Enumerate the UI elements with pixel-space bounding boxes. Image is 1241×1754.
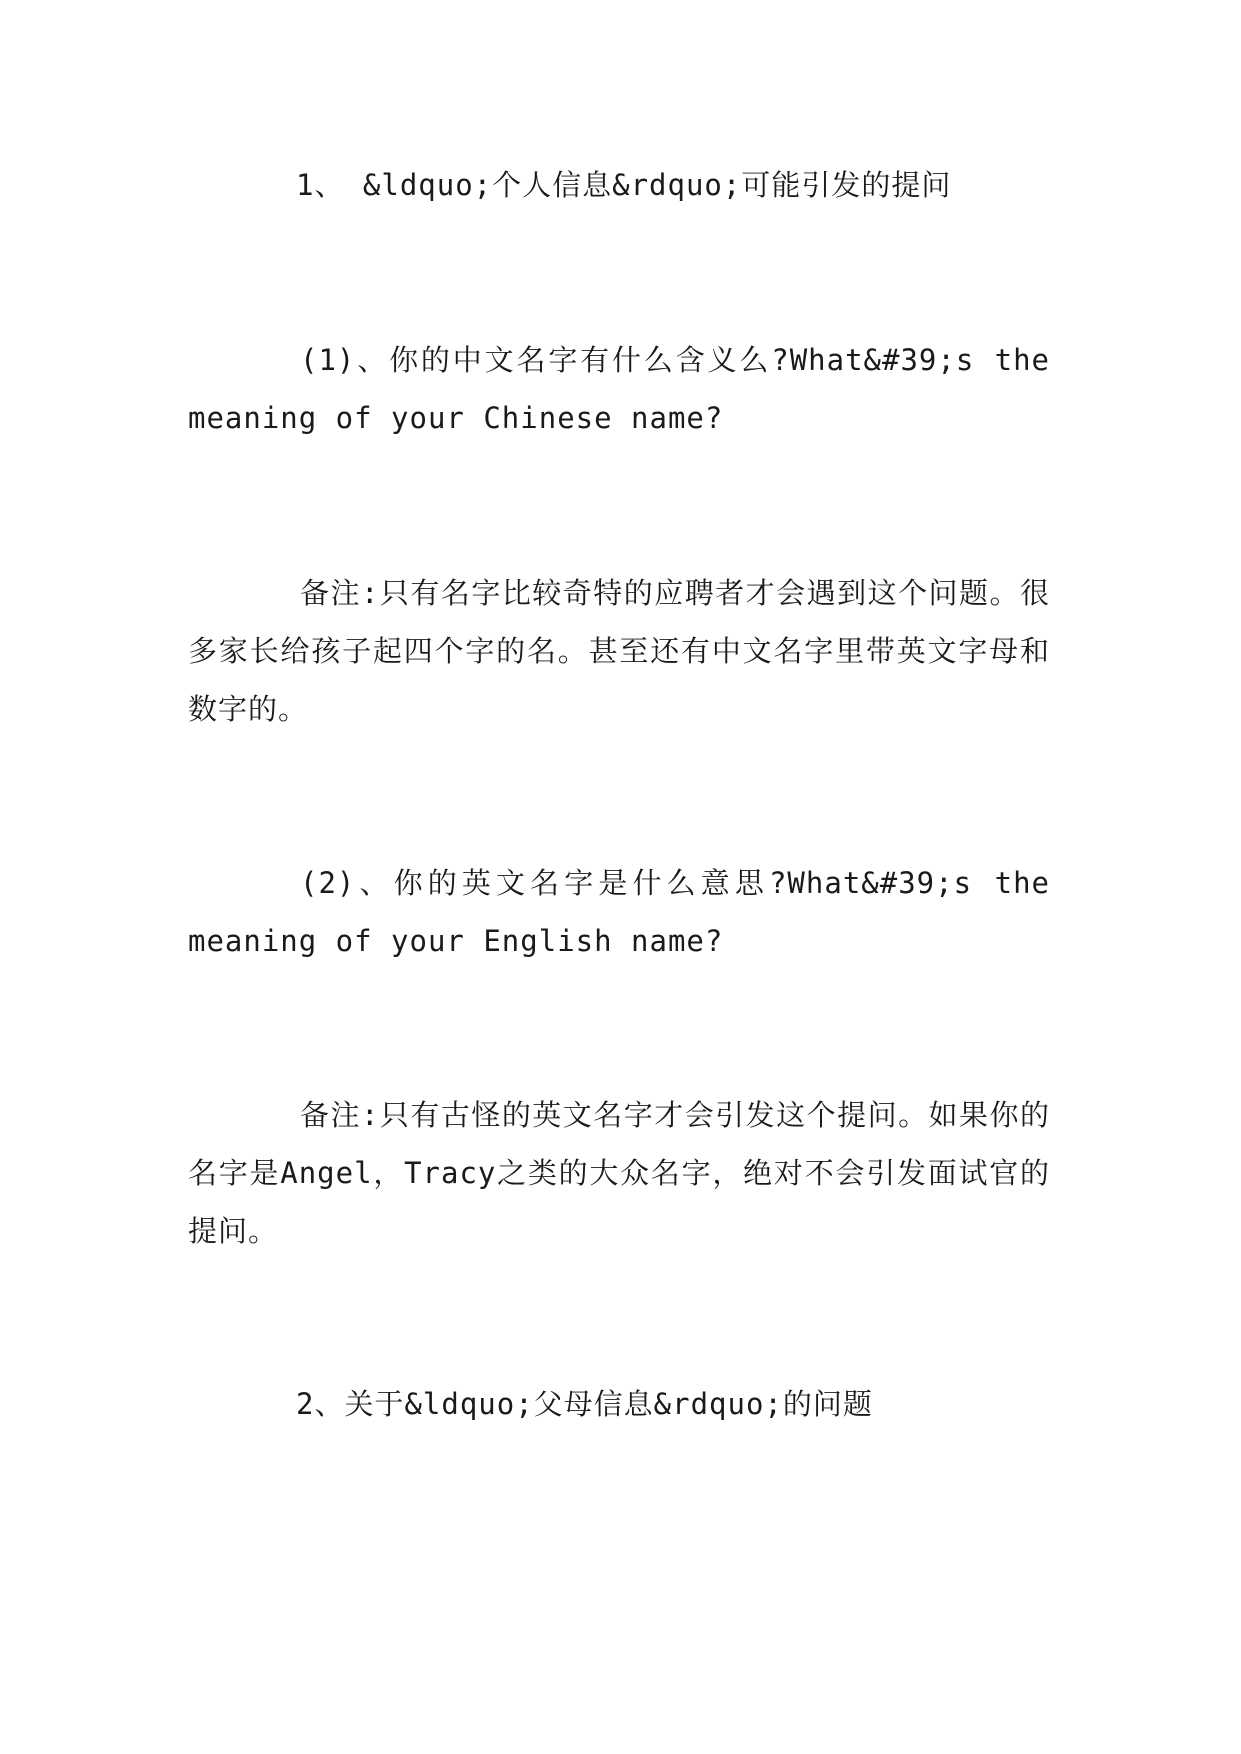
section-heading-personal-info: 1、 &ldquo;个人信息&rdquo;可能引发的提问 [296, 168, 952, 202]
question-english-name: (2)、你的英文名字是什么意思?What&#39;s the meaning of your English name? [188, 866, 1050, 958]
note-english-name: 备注:只有古怪的英文名字才会引发这个提问。如果你的名字是Angel，Tracy之类的大众名字，绝对不会引发面试官的提问。 [188, 1098, 1050, 1248]
note-chinese-name: 备注:只有名字比较奇特的应聘者才会遇到这个问题。很多家长给孩子起四个字的名。甚至还有中文名字里带英文字母和数字的。 [188, 576, 1050, 726]
section-heading-parents-info: 2、关于&ldquo;父母信息&rdquo;的问题 [296, 1387, 873, 1421]
question-chinese-name: (1)、你的中文名字有什么含义么?What&#39;s the meaning of your Chinese name? [188, 343, 1050, 435]
